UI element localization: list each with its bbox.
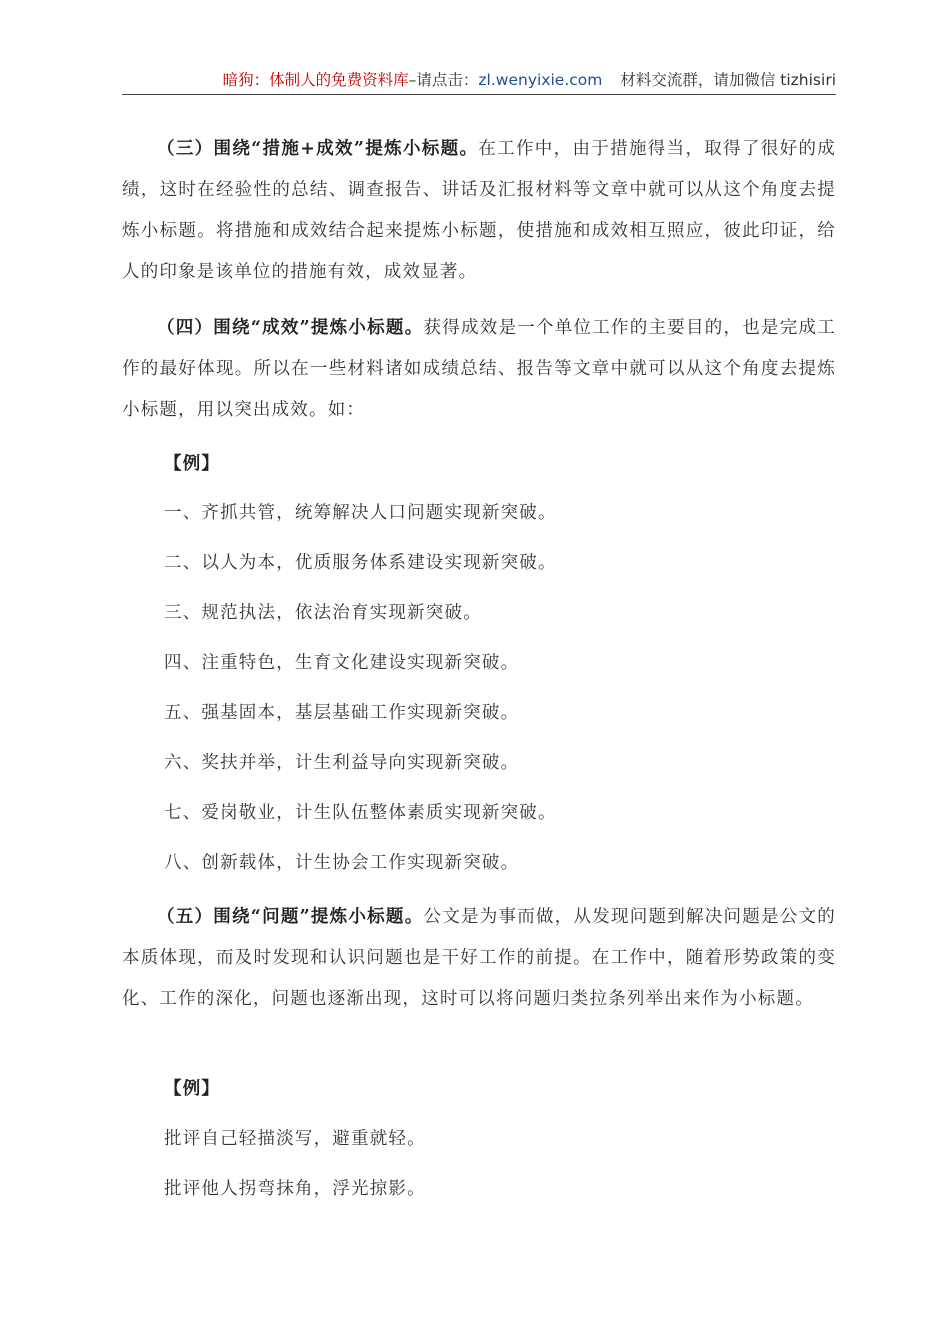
section-4-example-7: 七、爱岗敬业，计生队伍整体素质实现新突破。 <box>164 803 557 823</box>
section-3-body: 在工作中，由于措施得当，取得了很好的成绩，这时在经验性的总结、调查报告、讲话及汇报材料等文章中就可以从这个角度去提炼小标题。将措施和成效结合起来提炼小标题，使措施和成效相互照应，彼此印证，给人的印象是该单位的措施有效，成效显著。 <box>122 139 836 282</box>
section-4-example-4: 四、注重特色，生育文化建设实现新突破。 <box>164 653 520 673</box>
section-4-example-2: 二、以人为本，优质服务体系建设实现新突破。 <box>164 553 557 573</box>
section-4-example-8: 八、创新载体，计生协会工作实现新突破。 <box>164 853 520 873</box>
section-5-example-1: 批评自己轻描淡写，避重就轻。 <box>164 1129 426 1149</box>
page-header <box>122 70 836 95</box>
section-4-example-5: 五、强基固本，基层基础工作实现新突破。 <box>164 703 520 723</box>
section-4-example-6: 六、奖扶并举，计生利益导向实现新突破。 <box>164 753 520 773</box>
header-site-title: 暗狗：体制人的免费资料库 <box>222 71 409 89</box>
section-5-paragraph <box>122 897 836 1020</box>
section-5-example-label: 【例】 <box>164 1079 221 1099</box>
header-wechat-note: 材料交流群，请加微信 tizhisiri <box>620 71 836 89</box>
header-click-prompt: –请点击： <box>408 71 479 89</box>
section-3-paragraph <box>122 129 836 293</box>
section-4-example-1: 一、齐抓共管，统筹解决人口问题实现新突破。 <box>164 503 557 523</box>
section-3-heading: （三）围绕“措施+成效”提炼小标题。 <box>157 139 479 159</box>
header-url-link[interactable]: zl.wenyixie.com <box>478 71 603 89</box>
section-4-body: 获得成效是一个单位工作的主要目的，也是完成工作的最好体现。所以在一些材料诸如成绩总结、报告等文章中就可以从这个角度去提炼小标题，用以突出成效。如： <box>122 318 836 420</box>
section-5-heading: （五）围绕“问题”提炼小标题。 <box>157 907 424 927</box>
section-4-heading: （四）围绕“成效”提炼小标题。 <box>157 318 424 338</box>
section-4-paragraph <box>122 308 836 431</box>
section-4-example-3: 三、规范执法，依法治育实现新突破。 <box>164 603 482 623</box>
section-5-body: 公文是为事而做，从发现问题到解决问题是公文的本质体现，而及时发现和认识问题也是干好工作的前提。在工作中，随着形势政策的变化、工作的深化，问题也逐渐出现，这时可以将问题归类拉条列举出来作为小标题。 <box>122 907 836 1009</box>
section-5-example-2: 批评他人拐弯抹角，浮光掠影。 <box>164 1179 426 1199</box>
section-4-example-label: 【例】 <box>164 454 221 474</box>
